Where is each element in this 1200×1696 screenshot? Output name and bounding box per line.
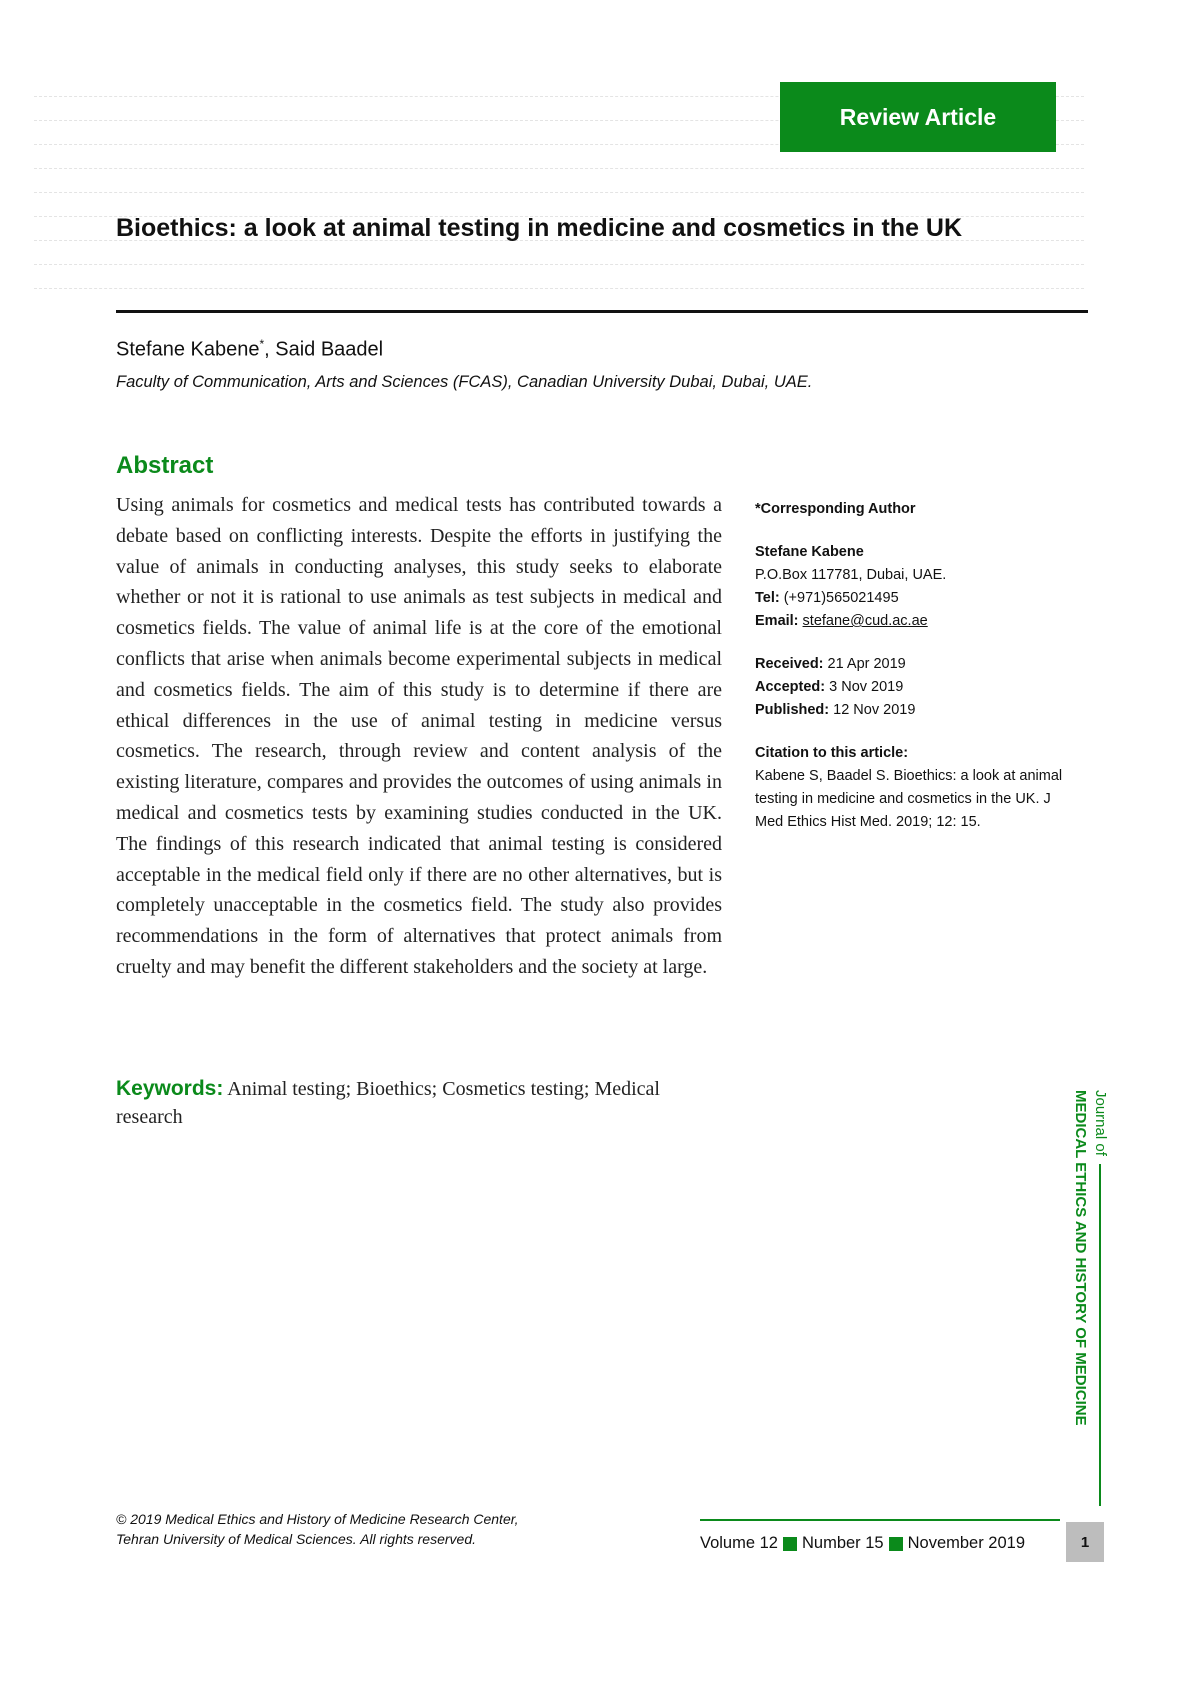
keywords-list: Animal testing; Bioethics; Cosmetics testing; Medical research [116,1078,660,1128]
author-name: Stefane Kabene [116,338,260,361]
title-divider [116,310,1088,313]
footer-divider [700,1519,1060,1521]
guide-line [34,264,1084,265]
keywords [116,1075,722,1131]
tel-row [755,587,1065,610]
article-title: Bioethics: a look at animal testing in medicine and cosmetics in the UK [116,214,963,242]
keywords-label: Keywords: [116,1077,224,1100]
article-info-sidebar [755,498,1065,834]
issue-date: November 2019 [907,1534,1026,1552]
page-number: 1 [1066,1522,1104,1562]
tel-value: (+971)565021495 [779,590,899,606]
abstract-heading: Abstract [116,452,214,479]
received-row [755,653,1065,676]
volume-label: Volume 12 [700,1534,778,1552]
copyright-line: Tehran University of Medical Sciences. All rights reserved. [116,1531,477,1547]
journal-vertical-banner [1046,1090,1110,1510]
issue-info [700,1534,1025,1553]
copyright-notice [116,1509,519,1549]
journal-name: MEDICAL ETHICS AND HISTORY OF MEDICINE [1072,1090,1089,1426]
corresponding-author-address: P.O.Box 117781, Dubai, UAE. [755,567,947,583]
email-row [755,610,1065,633]
published-label: Published: [755,702,830,718]
citation-text: Kabene S, Baadel S. Bioethics: a look at animal testing in medicine and cosmetics in the UK. J Med Ethics Hist Med. 2019; 12: 15. [755,768,1063,830]
author-list [116,337,383,362]
received-label: Received: [755,656,824,672]
author-affiliation: Faculty of Communication, Arts and Sciences (FCAS), Canadian University Dubai, Dubai, UAE. [116,373,813,391]
abstract-body: Using animals for cosmetics and medical tests has contributed towards a debate based on conflicting interests. Despite the efforts in justifying the value of animals in conducting analyses, this study seeks to elaborate whether or not it is rational to use animals as test subjects in medical and cosmetics fields. The value of animal life is at the core of the emotional conflicts that arise when animals become experimental subjects in medical and cosmetics fields. The aim of this study is to determine if there are ethical differences in the use of animal testing in medicine versus cosmetics. The research, through review and content analysis of the existing literature, compares and provides the outcomes of using animals in medical and cosmetics tests by examining studies conducted in the UK. The findings of this research indicated that animal testing is considered acceptable in the medical field only if there are no other alternatives, but is completely unacceptable in the cosmetics field. The study also provides recommendations in the form of alternatives that protect animals from cruelty and may benefit the different stakeholders and the society at large. [116,494,722,978]
email-link[interactable]: stefane@cud.ac.ae [802,613,928,629]
citation-label: Citation to this article: [755,745,909,761]
corresponding-author-label: *Corresponding Author [755,501,916,517]
guide-line [34,288,1084,289]
separator-square-icon [783,1537,797,1551]
copyright-line: © 2019 Medical Ethics and History of Medicine Research Center, [116,1511,519,1527]
tel-label: Tel: [755,590,780,606]
journal-of-label: Journal of [1092,1090,1109,1156]
journal-banner-line [1099,1164,1101,1506]
guide-line [34,168,1084,169]
published-row [755,699,1065,722]
email-label: Email: [755,613,799,629]
accepted-date: 3 Nov 2019 [825,679,904,695]
corresponding-mark: * [259,337,265,351]
author-name: , Said Baadel [264,338,384,361]
separator-square-icon [889,1537,903,1551]
accepted-row [755,676,1065,699]
received-date: 21 Apr 2019 [823,656,906,672]
header-guide-lines [34,0,1084,320]
number-label: Number 15 [801,1534,884,1552]
corresponding-author-name: Stefane Kabene [755,544,864,560]
guide-line [34,192,1084,193]
article-type-badge: Review Article [780,82,1056,152]
accepted-label: Accepted: [755,679,826,695]
published-date: 12 Nov 2019 [829,702,916,718]
